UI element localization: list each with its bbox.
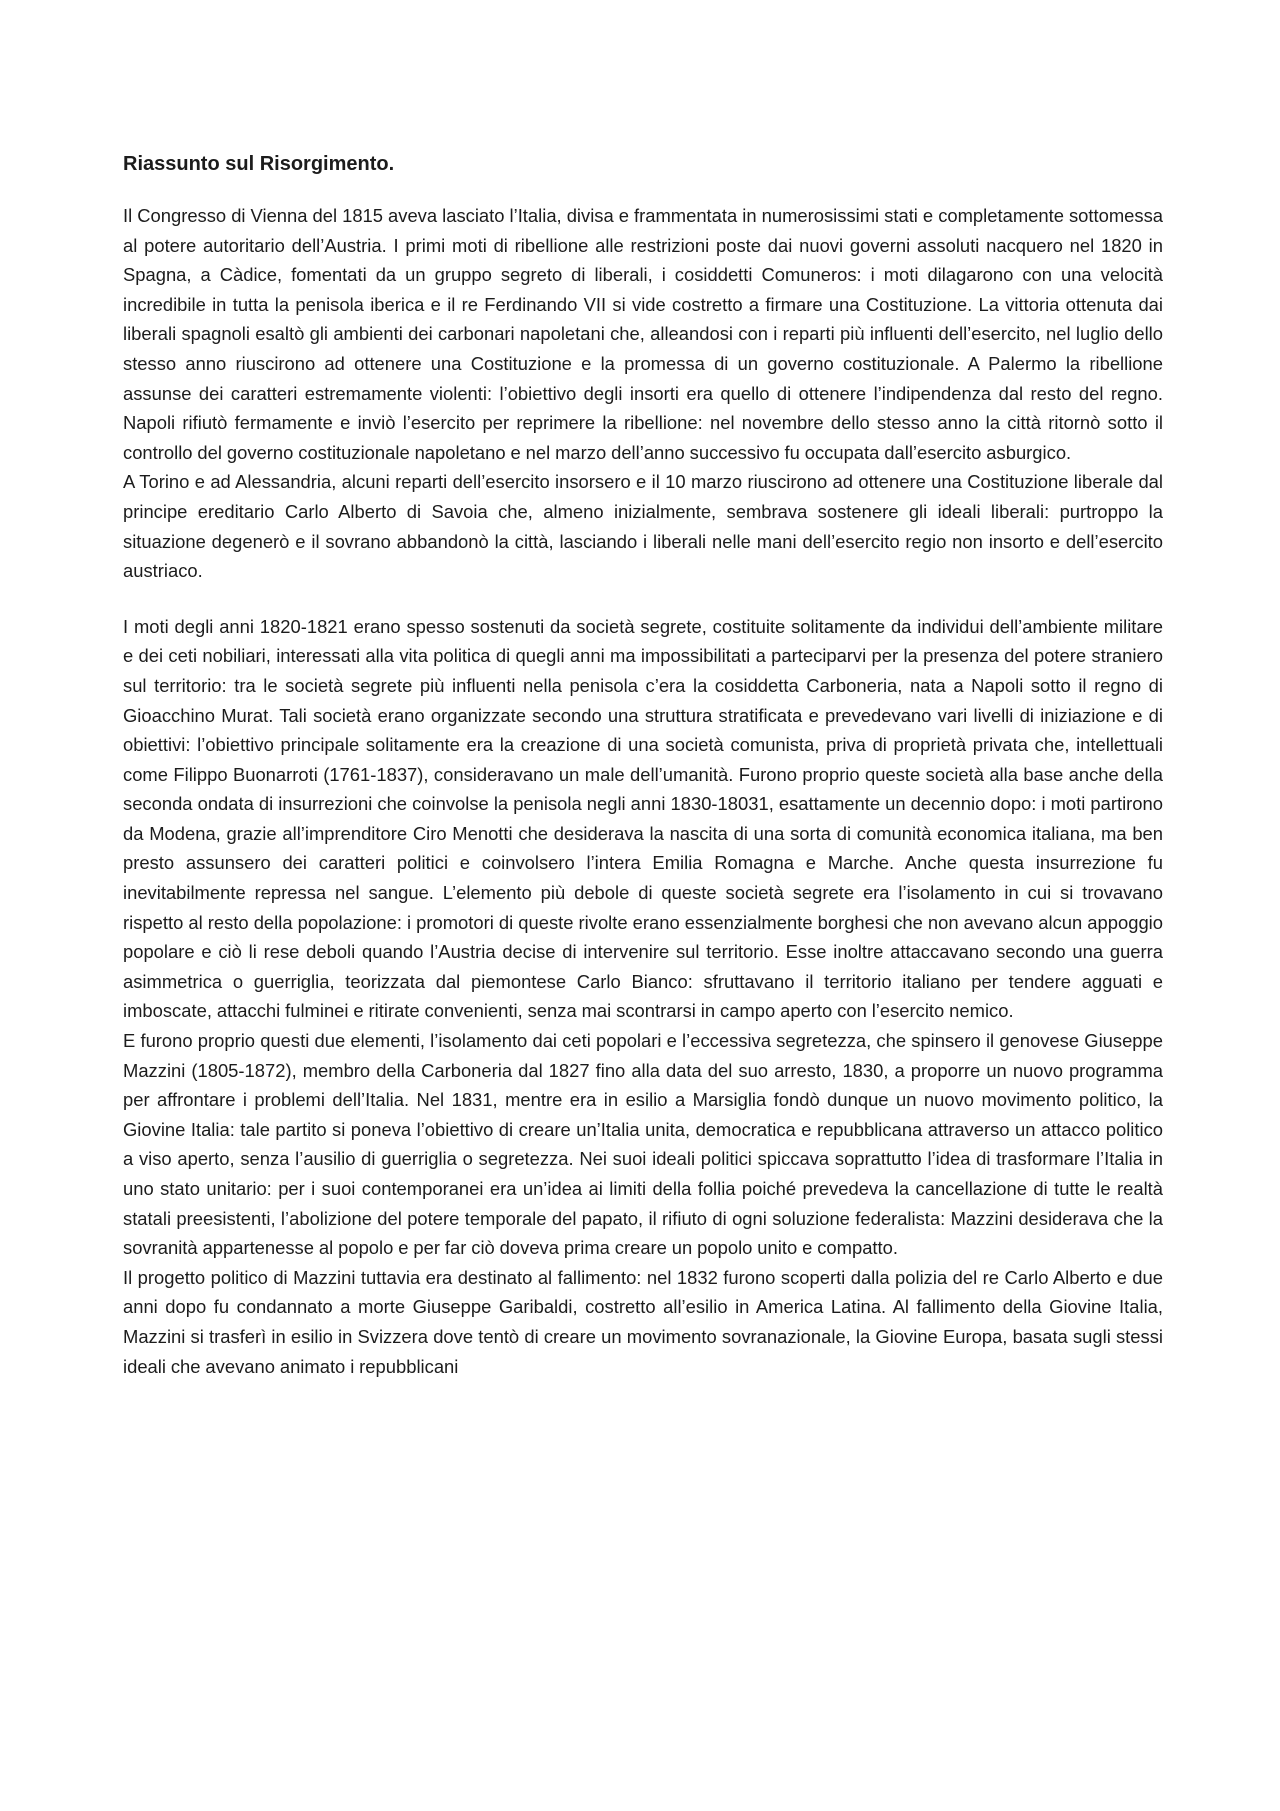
paragraph-turin-alessandria: A Torino e ad Alessandria, alcuni reparti dell’esercito insorsero e il 10 marzo riuscirono ad ottenere una Costituzione liberale dal principe ereditario Carlo Alberto di Savoia che, almeno inizialmente, sembrava sostenere gli ideali liberali: purtroppo la situazione degenerò e il sovrano abbandonò la città, lasciando i liberali nelle mani dell’esercito regio non insorto e dell’esercito austriaco.: [123, 471, 1163, 582]
document-title: Riassunto sul Risorgimento.: [123, 153, 395, 175]
paragraph-secret-societies: I moti degli anni 1820-1821 erano spesso sostenuti da società segrete, costituite solitamente da individui dell’ambiente militare e dei ceti nobiliari, interessati alla vita politica di quegli anni ma impossibilitati a parteciparvi per la presenza del potere straniero sul territorio: tra le società segrete più influenti nella penisola c’era la cosiddetta Carboneria, nata a Napoli sotto il regno di Gioacchino Murat. Tali società erano organizzate secondo una struttura stratificata e prevedevano vari livelli di iniziazione e di obiettivi: l’obiettivo principale solitamente era la creazione di una società comunista, priva di proprietà privata che, intellettuali come Filippo Buonarroti (1761-1837), consideravano un male dell’umanità. Furono proprio queste società alla base anche della seconda ondata di insurrezioni che coinvolse la penisola negli anni 1830-18031, esattamente un decennio dopo: i moti partirono da Modena, grazie all’imprenditore Ciro Menotti che desiderava la nascita di una sorta di comunità economica italiana, ma ben presto assunsero dei caratteri politici e coinvolsero l’intera Emilia Romagna e Marche. Anche questa insurrezione fu inevitabilmente repressa nel sangue. L’elemento più debole di queste società segrete era l’isolamento in cui si trovavano rispetto al resto della popolazione: i promotori di queste rivolte erano essenzialmente borghesi che non avevano alcun appoggio popolare e ciò li rese deboli quando l’Austria decise di intervenire sul territorio. Esse inoltre attaccavano secondo una guerra asimmetrica o guerriglia, teorizzata dal piemontese Carlo Bianco: sfruttavano il territorio italiano per tendere agguati e imboscate, attacchi fulminei e ritirate convenienti, senza mai scontrarsi in campo aperto con l’esercito nemico.: [123, 615, 1163, 1022]
paragraph-mazzini-giovine-italia: E furono proprio questi due elementi, l’isolamento dai ceti popolari e l’eccessiva segretezza, che spinsero il genovese Giuseppe Mazzini (1805-1872), membro della Carboneria dal 1827 fino alla data del suo arresto, 1830, a proporre un nuovo programma per affrontare i problemi dell’Italia. Nel 1831, mentre era in esilio a Marsiglia fondò dunque un nuovo movimento politico, la Giovine Italia: tale partito si poneva l’obiettivo di creare un’Italia unita, democratica e repubblicana attraverso un attacco politico a viso aperto, senza l’ausilio di guerriglia o segretezza. Nei suoi ideali politici spiccava soprattutto l’idea di trasformare l’Italia in uno stato unitario: per i suoi contemporanei era un’idea ai limiti della follia poiché prevedeva la cancellazione di tutte le realtà statali preesistenti, l’abolizione del potere temporale del papato, il rifiuto di ogni soluzione federalista: Mazzini desiderava che la sovranità appartenesse al popolo e per far ciò doveva prima creare un popolo unito e compatto.: [123, 1030, 1163, 1259]
paragraph-congress-of-vienna: Il Congresso di Vienna del 1815 aveva lasciato l’Italia, divisa e frammentata in numerosissimi stati e completamente sottomessa al potere autoritario dell’Austria. I primi moti di ribellione alle restrizioni poste dai nuovi governi assoluti nacquero nel 1820 in Spagna, a Càdice, fomentati da un gruppo segreto di liberali, i cosiddetti Comuneros: i moti dilagarono con una velocità incredibile in tutta la penisola iberica e il re Ferdinando VII si vide costretto a firmare una Costituzione. La vittoria ottenuta dai liberali spagnoli esaltò gli ambienti dei carbonari napoletani che, alleandosi con i reparti più influenti dell’esercito, nel luglio dello stesso anno riuscirono ad ottenere una Costituzione e la promessa di un governo costituzionale. A Palermo la ribellione assunse dei caratteri estremamente violenti: l’obiettivo degli insorti era quello di ottenere l’indipendenza dal resto del regno. Napoli rifiutò fermamente e inviò l’esercito per reprimere la ribellione: nel novembre dello stesso anno la città ritornò sotto il controllo del governo costituzionale napoletano e nel marzo dell’anno successivo fu occupata dall’esercito asburgico.: [123, 205, 1163, 463]
paragraph-mazzini-failure: Il progetto politico di Mazzini tuttavia era destinato al fallimento: nel 1832 furono scoperti dalla polizia del re Carlo Alberto e due anni dopo fu condannato a morte Giuseppe Garibaldi, costretto all’esilio in America Latina. Al fallimento della Giovine Italia, Mazzini si trasferì in esilio in Svizzera dove tentò di creare un movimento sovranazionale, la Giovine Europa, basata sugli stessi ideali che avevano animato i repubblicani: [123, 1266, 1163, 1377]
document-page: [123, 150, 1163, 1381]
